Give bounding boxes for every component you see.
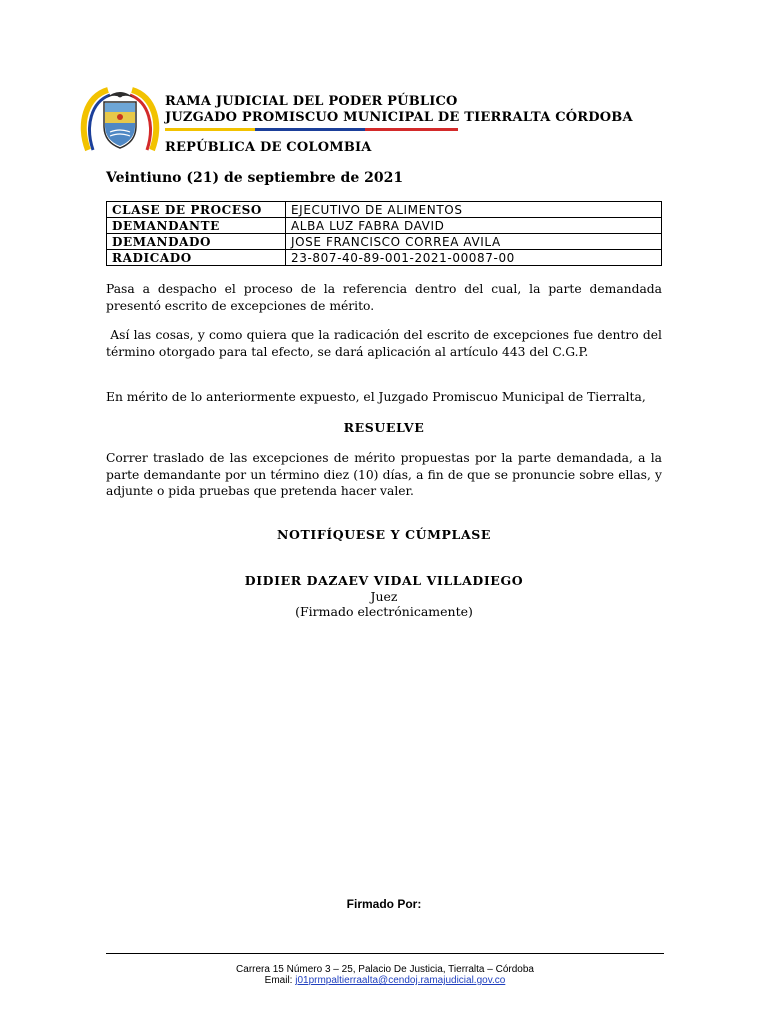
paragraph-considerations: Así las cosas, y como quiera que la radicación del escrito de excepciones fue dentro del término otorgado para tal efecto, se dará aplicación al artículo 443 del C.G.P. (106, 328, 666, 359)
file-number-label: RADICADO (107, 250, 286, 266)
paragraph-merit: En mérito de lo anteriormente expuesto, el Juzgado Promiscuo Municipal de Tierralta, (106, 390, 646, 404)
document-date: Veintiuno (21) de septiembre de 2021 (106, 170, 404, 186)
table-row (107, 250, 662, 266)
header-court: JUZGADO PROMISCUO MUNICIPAL DE TIERRALTA CÓRDOBA (165, 110, 633, 125)
plaintiff-value: ALBA LUZ FABRA DAVID (286, 218, 662, 234)
header-stripe-blue (255, 128, 365, 131)
plaintiff-label: DEMANDANTE (107, 218, 286, 234)
header-country: REPÚBLICA DE COLOMBIA (165, 140, 372, 155)
header-stripe-yellow (165, 128, 255, 131)
header-stripe-red (365, 128, 458, 131)
footer-divider (106, 953, 664, 954)
resolve-heading: RESUELVE (343, 420, 425, 435)
judge-name: DIDIER DAZAEV VIDAL VILLADIEGO (244, 573, 524, 588)
table-row (107, 202, 662, 218)
case-info-table (106, 201, 662, 266)
case-type-value: EJECUTIVO DE ALIMENTOS (286, 202, 662, 218)
signature-note: (Firmado electrónicamente) (295, 604, 473, 619)
defendant-value: JOSE FRANCISCO CORREA AVILA (286, 234, 662, 250)
table-row (107, 218, 662, 234)
file-number-value: 23-807-40-89-001-2021-00087-00 (286, 250, 662, 266)
footer-address: Carrera 15 Número 3 – 25, Palacio De Justicia, Tierralta – Córdoba (236, 964, 534, 975)
footer-email-link[interactable]: j01prmpaltierraalta@cendoj.ramajudicial.gov.co (295, 975, 506, 986)
defendant-label: DEMANDADO (107, 234, 286, 250)
judge-role: Juez (370, 589, 398, 604)
notify-heading: NOTIFÍQUESE Y CÚMPLASE (276, 527, 491, 542)
coat-of-arms-seal (78, 84, 162, 156)
table-row (107, 234, 662, 250)
signed-by-label: Firmado Por: (346, 897, 422, 911)
footer-email-label: Email: (264, 975, 296, 986)
paragraph-resolution: Correr traslado de las excepciones de mérito propuestas por la parte demandada, a la parte demandante por un término diez (10) días, a fin de que se pronuncie sobre ellas, y adjunte o pida pruebas que pretenda hacer valer. (106, 451, 662, 498)
paragraph-intro: Pasa a despacho el proceso de la referencia dentro del cual, la parte demandada presentó escrito de excepciones de mérito. (106, 282, 662, 313)
footer-email-line (106, 975, 664, 986)
case-type-label: CLASE DE PROCESO (107, 202, 286, 218)
header-institution: RAMA JUDICIAL DEL PODER PÚBLICO (165, 94, 458, 109)
